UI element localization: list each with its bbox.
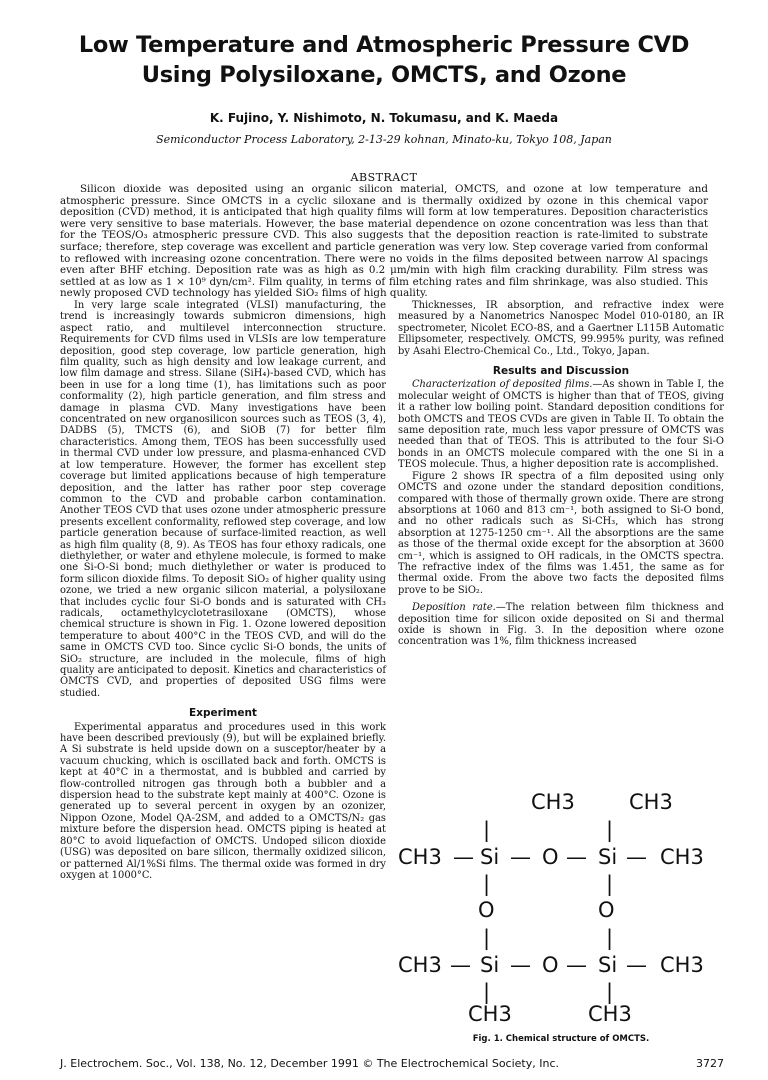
ch3-top-right: CH3	[629, 790, 673, 814]
bond-vertical: |	[483, 872, 491, 896]
bond-dash: —	[566, 953, 587, 977]
bond-vertical: |	[483, 818, 491, 842]
si-atom-upper-right: Si	[598, 845, 618, 869]
ch3-left-lower: CH3	[398, 953, 442, 977]
ch3-top-left: CH3	[531, 790, 575, 814]
bond-dash: —	[626, 953, 647, 977]
ch3-right-upper: CH3	[660, 845, 704, 869]
ch3-bottom-left: CH3	[468, 1002, 512, 1026]
characterization-text: —As shown in Table I, the molecular weight of OMCTS is higher than that of TEOS, giving it a rather low boiling point. Standard deposition conditions for both OMCTS and TEOS CVDs are given in Table II. To obtain the same deposition rate, much less vapor pressure of OMCTS was needed than that of TEOS. This is attributed to the four Si-O bonds in an OMCTS molecule compared with the one Si in a TEOS molecule. Thus, a higher deposition rate is accomplished.	[398, 379, 724, 471]
page-number: 3727	[696, 1057, 724, 1070]
bond-dash: —	[510, 953, 531, 977]
bond-dash: —	[626, 845, 647, 869]
si-atom-upper-left: Si	[480, 845, 500, 869]
deposition-rate-label: Deposition rate.	[412, 602, 496, 614]
bond-vertical: |	[483, 980, 491, 1004]
bond-vertical: |	[483, 926, 491, 950]
oxygen-atom-upper: O	[542, 845, 559, 869]
oxygen-atom-lower: O	[542, 953, 559, 977]
abstract-text: Silicon dioxide was deposited using an organic silicon material, OMCTS, and ozone at low temperature and atmospheric pressure. Since OMCTS in a cyclic siloxane and is thermally oxidized by ozone in this chemical vapor deposition (CVD) method, it is anticipated that high quality films will form at low temperatures. Deposition characteristics were very sensitive to base materials. However, the base material dependence on ozone concentration was less than that for the TEOS/O₃ atmospheric pressure CVD. This also suggests that the deposition reaction is rate-limited to substrate surface; therefore, step coverage was excellent and particle generation was very low. Step coverage varied from conformal to reflowed with increasing ozone concentration. There were no voids in the films deposited between narrow Al spacings even after BHF etching. Deposition rate was as high as 0.2 μm/min with high film cracking durability. Film stress was settled at as low as 1 × 10⁹ dyn/cm². Film quality, in terms of film etching rates and film shrinkage, was also studied. This newly proposed CVD technology has yielded SiO₂ films of high quality.	[60, 183, 708, 300]
ch3-left-upper: CH3	[398, 845, 442, 869]
paper-title: Low Temperature and Atmospheric Pressure CVD Using Polysiloxane, OMCTS, and Ozone	[78, 32, 690, 88]
bond-dash: —	[566, 845, 587, 869]
results-heading: Results and Discussion	[492, 365, 630, 378]
deposition-rate-text: —The relation between film thickness and deposition time for silicon oxide deposited on Si and thermal oxide is shown in Fig. 3. In the deposition where ozone concentration was 1%, film thickness increased	[398, 602, 724, 648]
ch3-bottom-right: CH3	[588, 1002, 632, 1026]
characterization-label: Characterization of deposited films.	[412, 379, 593, 391]
bond-dash: —	[450, 953, 471, 977]
bond-vertical: |	[606, 980, 614, 1004]
omcts-structure-figure	[398, 790, 724, 1030]
abstract-heading: ABSTRACT	[350, 171, 418, 184]
experiment-paragraph: Experimental apparatus and procedures used in this work have been described previously (9), but will be explained briefly. A Si substrate is held upside down on a susceptor/heater by a vacuum chucking, which is oscillated back and forth. OMCTS is kept at 40°C in a thermostat, and is bubbled and carried by flow-controlled nitrogen gas through both a bubbler and a dispersion head to the substrate kept mainly at 400°C. Ozone is generated up to several percent in oxygen by an ozonizer, Nippon Ozone, Model QA-2SM, and added to a OMCTS/N₂ gas mixture before the dispersion head. OMCTS piping is heated at 80°C to avoid liquefaction of OMCTS. Undoped silicon dioxide (USG) was deposited on bare silicon, thermally oxidized silicon, or patterned Al/1%Si films. The thermal oxide was formed in dry oxygen at 1000°C.	[60, 721, 386, 881]
bond-dash: —	[510, 845, 531, 869]
journal-citation: J. Electrochem. Soc., Vol. 138, No. 12, December 1991 © The Electrochemical Society, Inc.	[60, 1057, 560, 1070]
si-atom-lower-left: Si	[480, 953, 500, 977]
characterization-paragraph	[398, 379, 724, 470]
oxygen-atom-right: O	[598, 898, 615, 922]
bond-vertical: |	[606, 872, 614, 896]
bond-vertical: |	[606, 926, 614, 950]
ch3-right-lower: CH3	[660, 953, 704, 977]
ir-spectra-paragraph: Figure 2 shows IR spectra of a film deposited using only OMCTS and ozone under the standard deposition conditions, compared with those of thermally grown oxide. There are strong absorptions at 1060 and 813 cm⁻¹, both assigned to Si-O bond, and no other radicals such as Si-CH₃, which has strong absorption at 1275-1250 cm⁻¹. All the absorptions are the same as those of the thermal oxide except for the absorption at 3600 cm⁻¹, which is assigned to OH radicals, in the OMCTS spectra. The refractive index of the films was 1.451, the same as for thermal oxide. From the above two facts the deposited films prove to be SiO₂.	[398, 470, 724, 596]
left-column	[60, 300, 386, 881]
si-atom-lower-right: Si	[598, 953, 618, 977]
affiliation: Semiconductor Process Laboratory, 2-13-29 kohnan, Minato-ku, Tokyo 108, Japan	[156, 133, 612, 146]
deposition-rate-paragraph	[398, 602, 724, 648]
bond-vertical: |	[606, 818, 614, 842]
intro-paragraph: In very large scale integrated (VLSI) manufacturing, the trend is increasingly towards submicron dimensions, high aspect ratio, and multilevel interconnection structure. Requirements for CVD films used in VLSIs are low temperature deposition, good step coverage, low particle generation, high film quality, such as high density and low leakage current, and low film damage and stress. Silane (SiH₄)-based CVD, which has been in use for a long time (1), has limitations such as poor conformality (2), high particle generation, and film stress and damage in plasma CVD. Many investigations have been concentrated on new organosilicon sources such as TEOS (3, 4), DADBS (5), TMCTS (6), and SiOB (7) for better film characteristics. Among them, TEOS has been successfully used in thermal CVD under low pressure, and plasma-enhanced CVD at low temperature. However, the former has excellent step coverage but limited applications because of high temperature deposition, and the latter has rather poor step coverage common to the CVD and probable carbon contamination. Another TEOS CVD that uses ozone under atmospheric pressure presents excellent conformality, reflowed step coverage, and low particle generation because of surface-limited reaction, as well as high film quality (8, 9). As TEOS has four ethoxy radicals, one diethylether, or water and ethylene molecule, is formed to make one Si-O-Si bond; much diethylether or water is produced to form silicon dioxide films. To deposit SiO₂ of higher quality using ozone, we tried a new organic silicon material, a polysiloxane that includes cyclic four Si-O bonds and is saturated with CH₃ radicals, octamethylcyclotetrasiloxane (OMCTS), whose chemical structure is shown in Fig. 1. Ozone lowered deposition temperature to about 400°C in the TEOS CVD, and will do the same in OMCTS CVD too. Since cyclic Si-O bonds, the units of SiO₂ structure, are included in the molecule, films of high quality are anticipated to deposit. Kinetics and characteristics of OMCTS CVD, and properties of deposited USG films were studied.	[60, 300, 386, 699]
oxygen-atom-left: O	[478, 898, 495, 922]
measurement-paragraph: Thicknesses, IR absorption, and refractive index were measured by a Nanometrics Nanospec Model 010-0180, an IR spectrometer, Nicolet ECO-8S, and a Gaertner L115B Automatic Ellipsometer, respectively. OMCTS, 99.995% purity, was refined by Asahi Electro-Chemical Co., Ltd., Tokyo, Japan.	[398, 300, 724, 357]
right-column	[398, 300, 724, 648]
bond-dash: —	[453, 845, 474, 869]
author-list: K. Fujino, Y. Nishimoto, N. Tokumasu, and K. Maeda	[209, 111, 559, 125]
figure-caption: Fig. 1. Chemical structure of OMCTS.	[472, 1034, 650, 1044]
experiment-heading: Experiment	[189, 707, 257, 720]
journal-footer	[60, 1057, 559, 1070]
